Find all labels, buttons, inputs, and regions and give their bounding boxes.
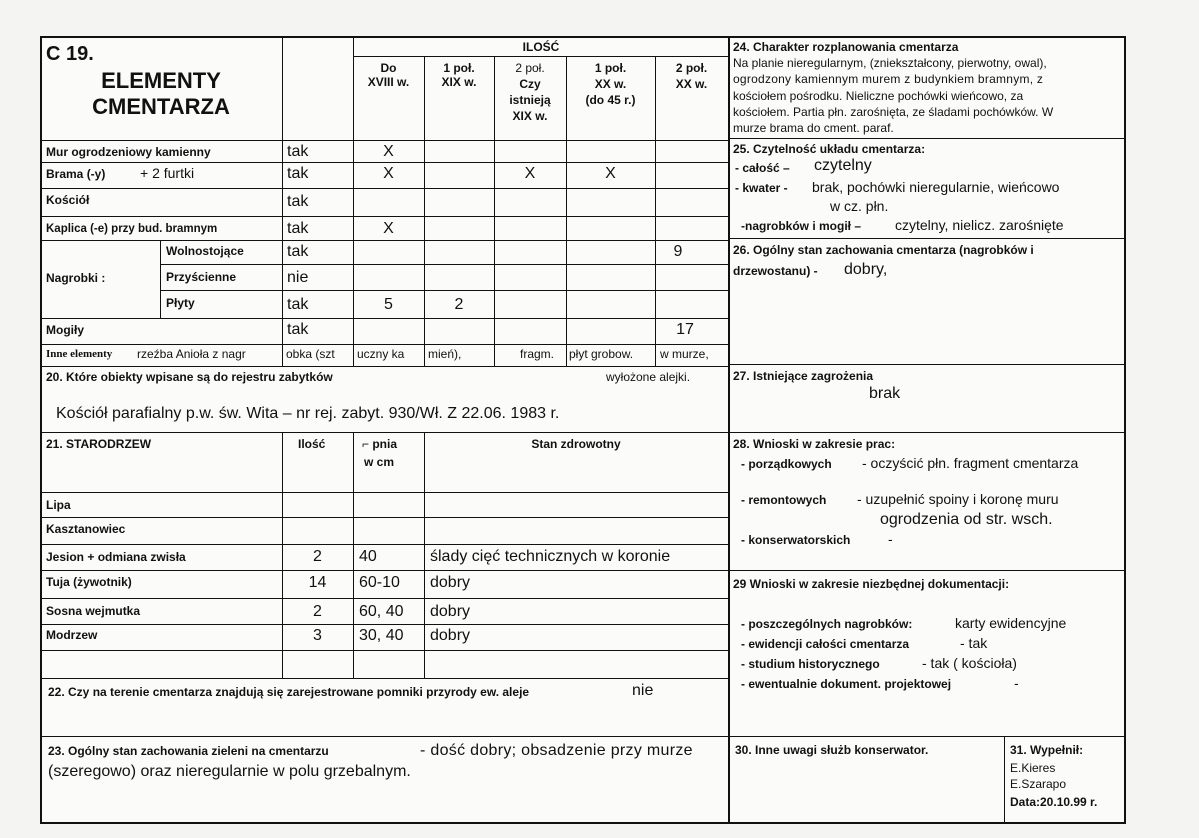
- grid-line: [41, 517, 729, 518]
- s21-col-pnia2: w cm: [364, 455, 395, 469]
- s25-kwater-label: - kwater -: [735, 181, 788, 195]
- s25-label: 25. Czytelność układu cmentarza:: [733, 142, 926, 156]
- s28-rem-label: - remontowych: [741, 493, 827, 507]
- tree-row-5-stan: dobry: [430, 603, 471, 620]
- col-header-3d: XIX w.: [512, 109, 548, 123]
- s24-line3: kościołem pośrodku. Nieliczne pochówki wieńcowo, za: [733, 89, 1024, 103]
- row-mur-czy: tak: [287, 143, 309, 160]
- s27-value: brak: [869, 385, 901, 402]
- row-inne-part1: rzeźba Anioła z nagr: [137, 347, 246, 361]
- grid-line: [424, 56, 425, 366]
- row-inne-part7: w murze,: [660, 347, 709, 361]
- s29-l1-label: - poszczególnych nagrobków:: [741, 617, 913, 631]
- row-wolno-c5: 9: [673, 243, 683, 260]
- grid-line: [41, 318, 729, 319]
- s20-extra: wyłożone alejki.: [606, 370, 691, 384]
- tree-row-5-name: Sosna wejmutka: [46, 604, 141, 618]
- tree-row-4-stan: dobry: [430, 574, 471, 591]
- grid-line: [41, 570, 729, 571]
- s29-l1-value: karty ewidencyjne: [955, 615, 1067, 631]
- grid-line: [353, 432, 354, 678]
- s31-name2: E.Szarapo: [1010, 777, 1067, 791]
- s26-label1: 26. Ogólny stan zachowania cmentarza (nagrobków i: [733, 243, 1034, 257]
- col-header-3c: istnieją: [509, 93, 551, 107]
- grid-line: [41, 544, 729, 545]
- s28-porz-label: - porządkowych: [741, 457, 832, 471]
- s25-calosc-label: - całość –: [735, 161, 790, 175]
- row-brama-c3: X: [524, 165, 536, 182]
- row-inne-part5: fragm.: [520, 347, 555, 361]
- s22-label: 22. Czy na terenie cmentarza znajdują się zarejestrowane pomniki przyrody ew. aleje: [48, 685, 530, 699]
- grid-line: [160, 264, 729, 265]
- row-przy-label: Przyścienne: [166, 270, 237, 284]
- row-mogily-label: Mogiły: [46, 323, 84, 337]
- row-inne-part4: mień),: [428, 347, 462, 361]
- grid-line: [282, 36, 283, 366]
- s21-col-ilosc: Ilość: [298, 437, 326, 451]
- tree-row-5-ilosc: 2: [313, 603, 322, 620]
- grid-line: [729, 238, 1125, 239]
- tree-row-3-name: Jesion + odmiana zwisła: [46, 550, 186, 564]
- s25-kwater-value2: w cz. płn.: [830, 198, 889, 214]
- row-plyty-c1: 5: [384, 296, 393, 313]
- col-header-3: 2 poł.: [515, 61, 545, 75]
- grid-line: [729, 736, 1125, 737]
- row-brama-czy: tak: [287, 165, 309, 182]
- row-inne-part3: uczny ka: [357, 347, 405, 361]
- s30-label: 30. Inne uwagi służb konserwator.: [735, 743, 929, 757]
- row-plyty-c2: 2: [454, 296, 464, 313]
- grid-line: [160, 240, 161, 318]
- s21-col-pnia1: ⌐ pnia: [362, 437, 398, 451]
- s26-value: dobry,: [844, 261, 888, 278]
- row-mogily-c5: 17: [676, 321, 694, 338]
- row-inne-label: Inne elementy: [46, 348, 113, 360]
- col-header-3b: Czy: [519, 77, 541, 91]
- row-brama-label: Brama (-y): [46, 167, 106, 181]
- tree-row-4-pnia: 60-10: [359, 574, 400, 591]
- s28-kons-label: - konserwatorskich: [741, 533, 851, 547]
- tree-row-3-pnia: 40: [359, 548, 377, 565]
- row-wolno-label: Wolnostojące: [166, 244, 244, 258]
- row-kaplica-czy: tak: [287, 220, 309, 237]
- s29-l4-label: - ewentualnie dokument. projektowej: [741, 677, 952, 691]
- s31-date: Data:20.10.99 r.: [1010, 795, 1098, 809]
- s28-rem-value: - uzupełnić spoiny i koronę muru: [857, 491, 1059, 507]
- ilosc-header: ILOŚĆ: [522, 40, 560, 54]
- s25-nagr-value: czytelny, nielicz. zarośnięte: [895, 217, 1064, 233]
- grid-line: [41, 624, 729, 625]
- s25-calosc-value: czytelny: [814, 157, 872, 174]
- row-mogily-czy: tak: [287, 321, 309, 338]
- col-header-2b: XIX w.: [441, 75, 477, 89]
- s24-line1: Na planie nieregularnym, (zniekształcony, pierwotny, owal),: [733, 56, 1047, 70]
- tree-row-6-ilosc: 3: [313, 627, 322, 644]
- tree-row-6-name: Modrzew: [46, 628, 98, 642]
- s20-label: 20. Które obiekty wpisane są do rejestru zabytków: [46, 370, 333, 384]
- s24-line5: murze brama do cment. paraf.: [733, 121, 894, 135]
- grid-line: [41, 216, 729, 217]
- grid-line: [41, 678, 729, 679]
- card-title-line1: ELEMENTY: [101, 68, 221, 93]
- s24-line2: ogrodzony kamiennym murem z budynkiem bramnym, z: [733, 72, 1044, 86]
- row-kosciol-label: Kościół: [46, 193, 90, 207]
- s27-label: 27. Istniejące zagrożenia: [733, 369, 874, 383]
- s23-label: 23. Ogólny stan zachowania zieleni na cmentarzu: [48, 744, 329, 758]
- grid-line: [424, 432, 425, 678]
- row-plyty-czy: tak: [287, 296, 309, 313]
- grid-line: [41, 366, 729, 367]
- col-header-1b: XVIII w.: [367, 75, 410, 89]
- s23-value1: - dość dobry; obsadzenie przy murze: [420, 742, 693, 759]
- grid-line: [655, 56, 656, 366]
- grid-line: [41, 344, 729, 345]
- s29-l3-value: - tak ( kościoła): [922, 655, 1017, 671]
- row-mur-c1: X: [383, 143, 394, 160]
- grid-line: [729, 570, 1125, 571]
- s28-kons-value: -: [888, 531, 893, 547]
- s24-line4: kościołem. Partia płn. zarośnięta, ze śladami pochówków. W: [733, 105, 1054, 119]
- grid-line: [729, 364, 1125, 365]
- s25-kwater-value: brak, pochówki nieregularnie, wieńcowo: [812, 179, 1060, 195]
- s29-l2-label: - ewidencji całości cmentarza: [741, 637, 910, 651]
- card-title-line2: CMENTARZA: [92, 94, 230, 119]
- s28-label: 28. Wnioski w zakresie prac:: [733, 437, 896, 451]
- grid-line: [41, 162, 729, 163]
- tree-row-6-stan: dobry: [430, 627, 471, 644]
- row-brama-c1: X: [383, 165, 394, 182]
- col-header-5: 2 poł.: [675, 61, 708, 75]
- grid-line: [1004, 736, 1005, 824]
- s29-l2-value: - tak: [960, 635, 988, 651]
- row-przy-czy: nie: [287, 269, 309, 286]
- s24-label: 24. Charakter rozplanowania cmentarza: [733, 40, 959, 54]
- s31-label: 31. Wypełnił:: [1010, 743, 1084, 757]
- col-header-4c: (do 45 r.): [585, 93, 636, 107]
- col-header-4: 1 poł.: [594, 61, 627, 75]
- col-header-2: 1 poł.: [443, 61, 475, 75]
- s31-name1: E.Kieres: [1010, 761, 1056, 775]
- panel-divider: [728, 36, 730, 824]
- tree-row-6-pnia: 30, 40: [359, 627, 404, 644]
- row-inne-part2: obka (szt: [286, 347, 335, 361]
- row-kosciol-czy: tak: [287, 193, 309, 210]
- s21-label: 21. STARODRZEW: [46, 437, 152, 451]
- s25-nagr-label: -nagrobków i mogił –: [741, 219, 862, 233]
- grid-line: [41, 492, 729, 493]
- row-wolno-czy: tak: [287, 243, 309, 260]
- s21-col-stan: Stan zdrowotny: [531, 437, 621, 451]
- s28-rem-value2: ogrodzenia od str. wsch.: [880, 511, 1053, 528]
- grid-line: [41, 140, 729, 141]
- grid-line: [729, 138, 1125, 139]
- s28-porz-value: - oczyścić płn. fragment cmentarza: [862, 455, 1079, 471]
- col-header-4b: XX w.: [594, 77, 627, 91]
- s26-label2: drzewostanu) -: [733, 264, 818, 278]
- grid-line: [729, 432, 1125, 433]
- row-brama-c4: X: [605, 165, 616, 182]
- s29-l3-label: - studium historycznego: [741, 657, 880, 671]
- row-nagrobki-label: Nagrobki :: [46, 271, 106, 285]
- tree-row-5-pnia: 60, 40: [359, 603, 404, 620]
- row-kaplica-label: Kaplica (-e) przy bud. bramnym: [46, 223, 218, 235]
- col-header-1: Do: [380, 61, 397, 75]
- grid-line: [353, 56, 729, 57]
- tree-row-2-name: Kasztanowiec: [46, 522, 126, 536]
- tree-row-4-ilosc: 14: [308, 574, 327, 591]
- grid-line: [41, 598, 729, 599]
- row-plyty-label: Płyty: [166, 296, 195, 310]
- grid-line: [41, 240, 729, 241]
- row-inne-part6: płyt grobow.: [569, 347, 634, 361]
- grid-line: [41, 188, 729, 189]
- s22-value: nie: [632, 682, 654, 699]
- tree-row-4-name: Tuja (żywotnik): [46, 575, 132, 589]
- tree-row-1-name: Lipa: [46, 498, 71, 512]
- s29-label: 29 Wnioski w zakresie niezbędnej dokumentacji:: [733, 577, 1010, 591]
- grid-line: [41, 650, 729, 651]
- row-brama-extra: + 2 furtki: [140, 165, 195, 181]
- grid-line: [41, 736, 729, 737]
- s20-value: Kościół parafialny p.w. św. Wita – nr rej. zabyt. 930/Wł. Z 22.06. 1983 r.: [56, 405, 560, 422]
- tree-row-3-stan: ślady cięć technicznych w koronie: [430, 548, 671, 565]
- row-kaplica-c1: X: [383, 220, 394, 237]
- card-code: C 19.: [46, 43, 94, 65]
- tree-row-3-ilosc: 2: [313, 548, 322, 565]
- s23-value2: (szeregowo) oraz nieregularnie w polu grzebalnym.: [48, 763, 411, 780]
- s29-l4-value: -: [1014, 675, 1019, 691]
- grid-line: [160, 290, 729, 291]
- col-header-5b: XX w.: [675, 77, 708, 91]
- row-mur-label: Mur ogrodzeniowy kamienny: [46, 145, 211, 159]
- grid-line: [41, 432, 729, 433]
